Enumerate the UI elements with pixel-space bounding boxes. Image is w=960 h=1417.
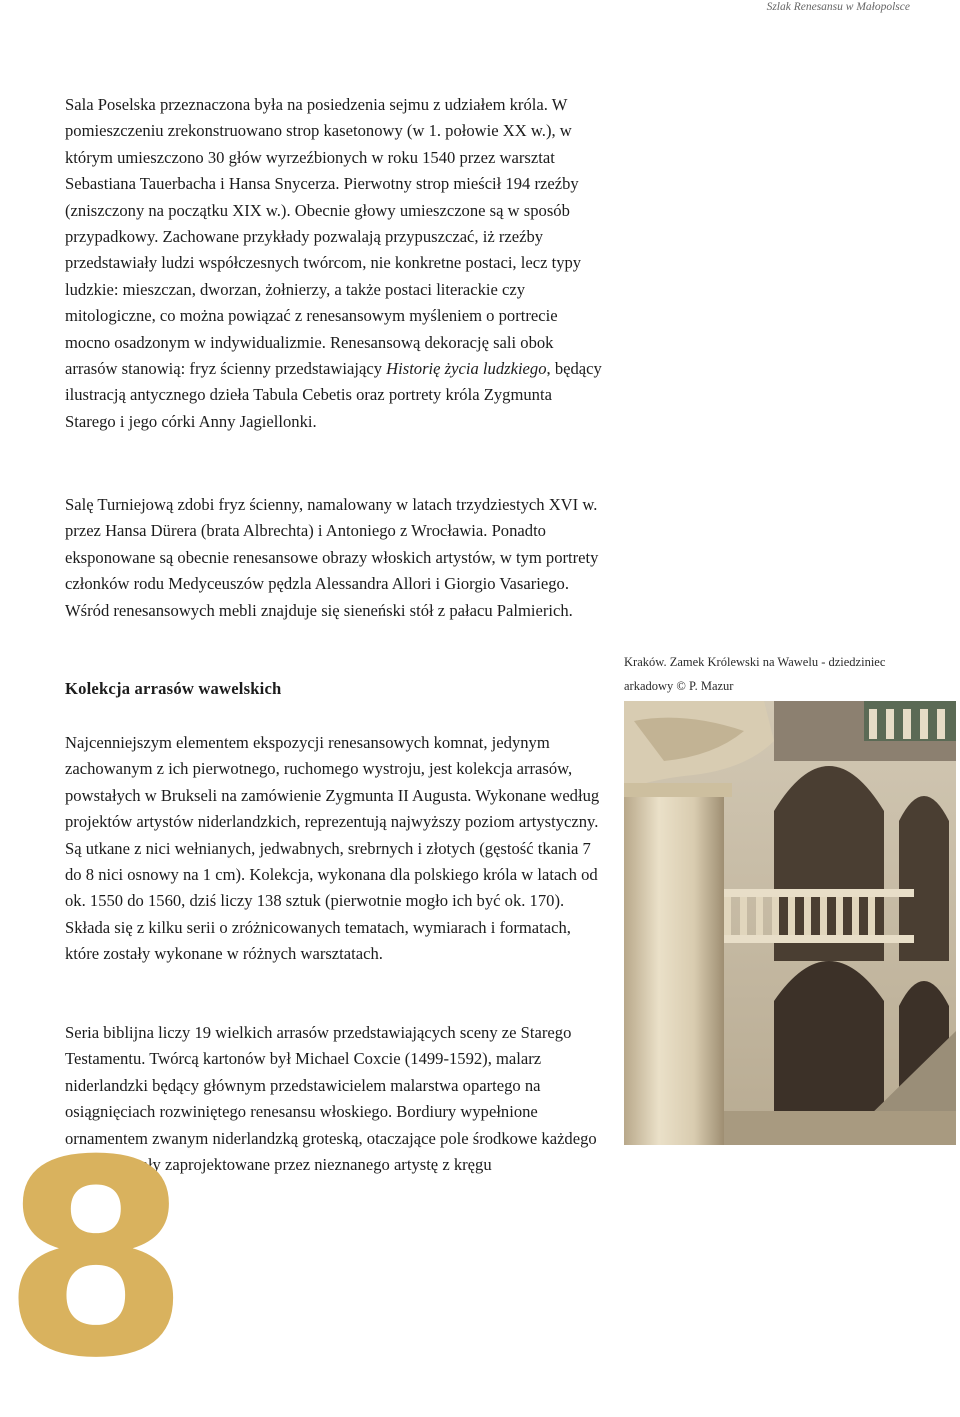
paragraph-text: Salę Turniejową zdobi fryz ścienny, namalowany w latach trzydziestych XVI w. przez Hansa Dürera (brata Albrechta) i Antoniego z Wrocławia. Ponadto eksponowane są obecnie renesansowe obrazy włoskich artystów, w tym portrety członków rodu Medyceuszów pędzla Alessandra Allori i Giorgio Vasariego. Wśród renesansowych mebli znajduje się sieneński stół z pałacu Palmierich. — [65, 495, 599, 620]
paragraph-text: Sala Poselska przeznaczona była na posiedzenia sejmu z udziałem króla. W pomieszczeniu zrekonstruowano strop kasetonowy (w 1. połowie XX w.), w którym umieszczono 30 głów wyrzeźbionych w roku 1540 przez warsztat Sebastiana Tauerbacha i Hansa Snycerza. Pierwotny strop mieścił 194 rzeźby (zniszczony na początku XIX w.). Obecnie głowy umieszczone są w sposób przypadkowy. Zachowane przykłady pozwalają przypuszczać, iż rzeźby przedstawiały ludzi współczesnych twórcom, nie konkretne postaci, lecz typy ludzkie: mieszczan, dworzan, żołnierzy, a także postaci literackie czy mitologiczne, co można powiązać z renesansowym myśleniem o portrecie mocno osadzonym w indywidualizmie. Renesansową dekorację sali obok arrasów stanowią: fryz ścienny przedstawiający — [65, 95, 582, 379]
paragraph-text: Najcenniejszym elementem ekspozycji renesansowych komnat, jedynym zachowanym z ich pierwotnego, ruchomego wystroju, jest kolekcja arrasów, powstałych w Brukseli na zamówienie Zygmunta II Augusta. Wykonane według projektów artystów niderlandzkich, reprezentują najwyższy poziom artystyczny. Są utkane z nici wełnianych, jedwabnych, srebrnych i złotych (gęstość tkania 7 do 8 nici osnowy na 1 cm). Kolekcja, wykonana dla polskiego króla w latach od ok. 1550 do 1560, dziś liczy 138 sztuk (pierwotnie mogło ich być ok. 170). Składa się z kilku serii o zróżnicowanych tematach, wymiarach i formatach, które zostały wykonane w różnych warsztatach. — [65, 733, 600, 964]
paragraph-text-end: , będący ilustracją antycznego dzieła Tabula Cebetis oraz portrety króla Zygmunta Starego i jego córki Anny Jagiellonki. — [65, 359, 602, 431]
courtyard-photo — [624, 701, 956, 1145]
running-header: Szlak Renesansu w Małopolsce — [766, 1, 910, 13]
italic-title: Historię życia ludzkiego — [386, 359, 547, 379]
paragraph-sala-poselska — [65, 92, 605, 435]
section-heading: Kolekcja arrasów wawelskich — [65, 679, 282, 698]
paragraph-text: Seria biblijna liczy 19 wielkich arrasów przedstawiających sceny ze Starego Testamentu. Twórcą kartonów był Michael Coxcie (1499-1592), malarz niderlandzki będący głównym przedstawicielem malarstwa opartego na osiągnięciach rozwiniętego renesansu włoskiego. Bordiury wypełnione ornamentem zwanym niderlandzką groteską, otaczające pole środkowe każdego arrasu, zostały zaprojektowane przez nieznanego artystę z kręgu — [65, 1023, 597, 1175]
photo-caption: Kraków. Zamek Królewski na Wawelu - dziedziniec arkadowy © P. Mazur — [624, 655, 886, 693]
paragraph-sala-turniejowa — [65, 492, 605, 624]
paragraph-kolekcja — [65, 730, 605, 968]
page-number: 8 — [2, 1102, 190, 1417]
